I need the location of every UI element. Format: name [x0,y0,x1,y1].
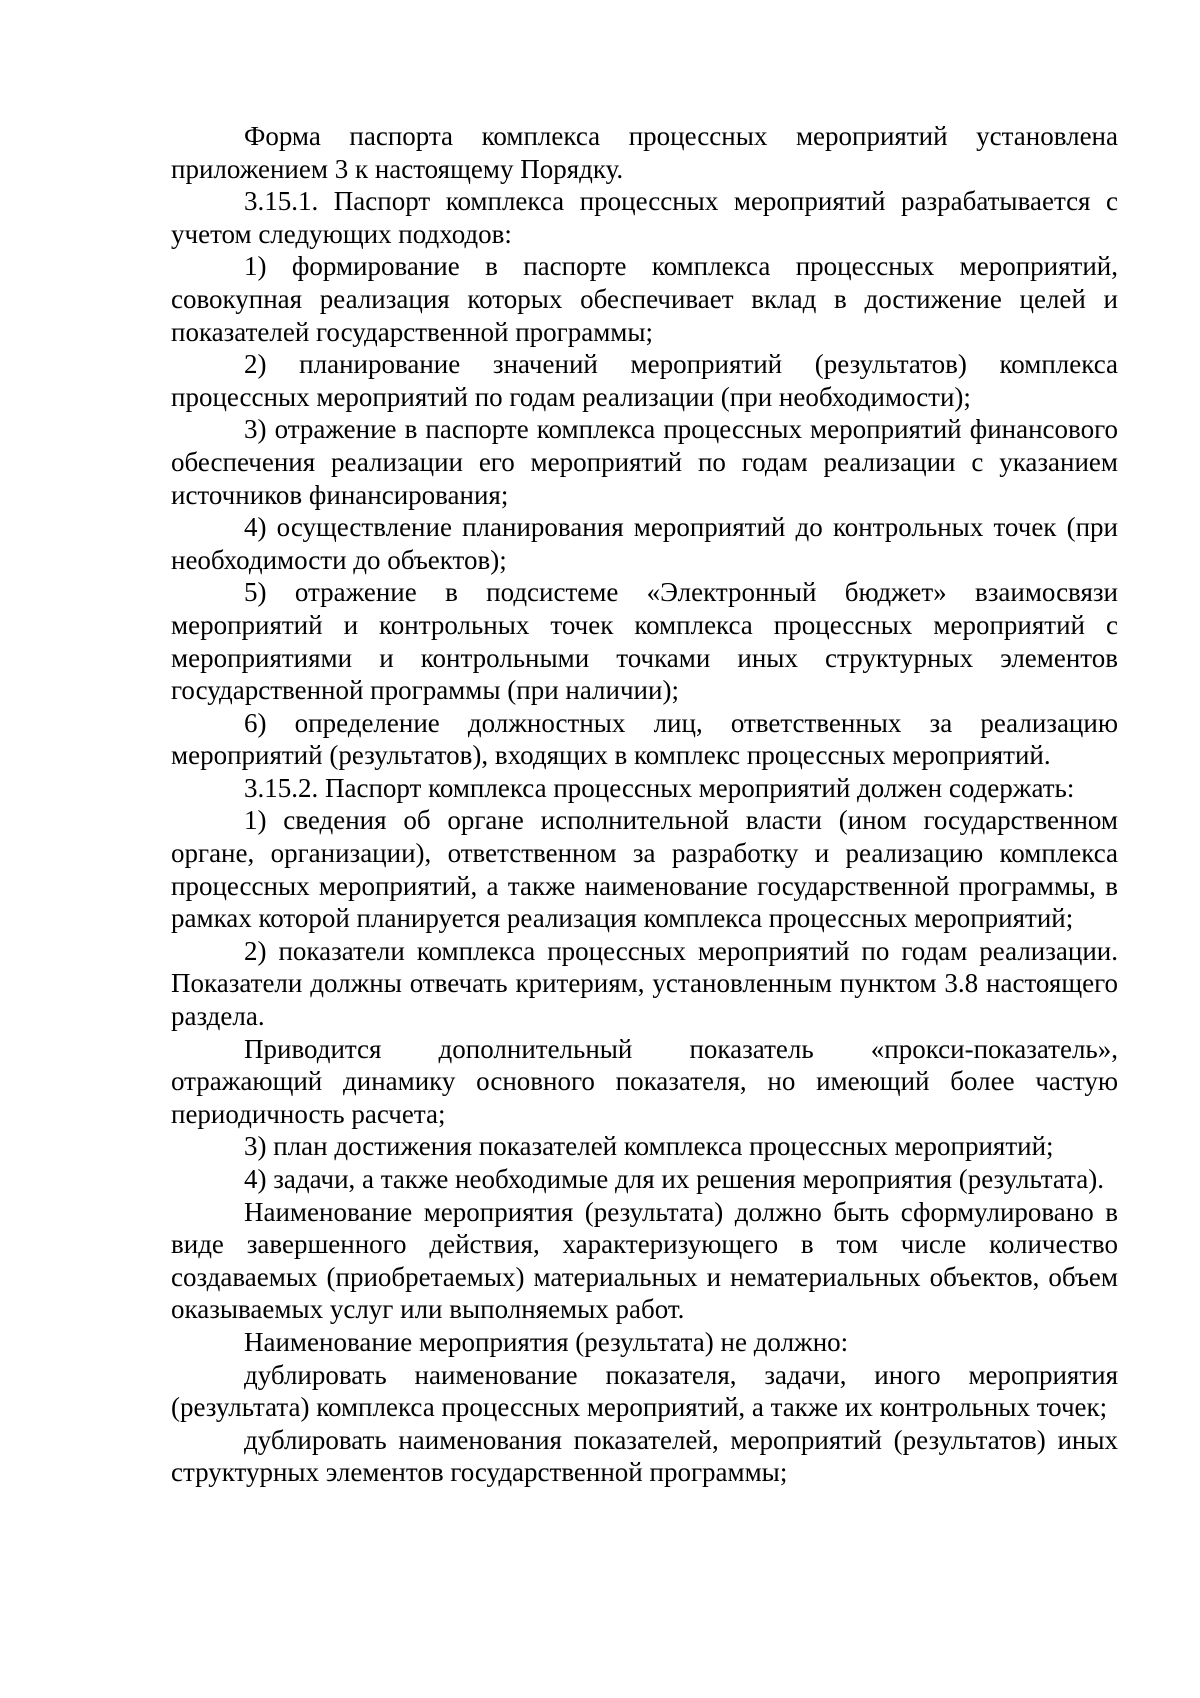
list-item: 6) определение должностных лиц, ответственных за реализацию мероприятий (результатов), входящих в комплекс процессных мероприятий. [171,707,1118,771]
list-item: 3) отражение в паспорте комплекса процессных мероприятий финансового обеспечения реализации его мероприятий по годам реализации с указанием источников финансирования; [171,414,1118,510]
paragraph-3-15-2: 3.15.2. Паспорт комплекса процессных мероприятий должен содержать: [244,772,1075,803]
list-item: 2) планирование значений мероприятий (результатов) комплекса процессных мероприятий по годам реализации (при необходимости); [171,349,1118,412]
paragraph-3-15-1: 3.15.1. Паспорт комплекса процессных мероприятий разрабатывается с учетом следующих подходов: [171,186,1118,249]
list-item: дублировать наименование показателя, задачи, иного мероприятия (результата) комплекса процессных мероприятий, а также их контрольных точек; [171,1359,1118,1423]
list-item: 2) показатели комплекса процессных мероприятий по годам реализации. Показатели должны отвечать критериям, установленным пунктом 3.8 настоящего раздела. [171,935,1118,1032]
paragraph-form-passport: Форма паспорта комплекса процессных мероприятий установлена приложением 3 к настоящему Порядку. [171,121,1118,184]
paragraph-activity-naming: Наименование мероприятия (результата) должно быть сформулировано в виде завершенного действия, характеризующего в том числе количество создаваемых (приобретаемых) материальных и нематериальных объектов, объем оказываемых услуг или выполняемых работ. [171,1196,1118,1325]
list-item: 5) отражение в подсистеме «Электронный бюджет» взаимосвязи мероприятий и контрольных точек комплекса процессных мероприятий с мероприятиями и контрольными точками иных структурных элементов государственной программы (при наличии); [171,577,1118,706]
list-item: 4) задачи, а также необходимые для их решения мероприятия (результата). [244,1164,1104,1194]
paragraph-proxy-indicator: Приводится дополнительный показатель «прокси-показатель», отражающий динамику основного показателя, но имеющий более частую периодичность расчета; [171,1033,1118,1129]
list-item: 4) осуществление планирования мероприятий до контрольных точек (при необходимости до объектов); [171,512,1118,575]
document-body [171,120,1118,1489]
paragraph-activity-restrictions: Наименование мероприятия (результата) не должно: [244,1326,849,1357]
list-item: 1) сведения об органе исполнительной власти (ином государственном органе, организации), ответственном за разработку и реализацию комплекса процессных мероприятий, а также наименование государственной программы, в рамках которой планируется реализация комплекса процессных мероприятий; [171,805,1118,934]
list-item: 3) план достижения показателей комплекса процессных мероприятий; [244,1131,1054,1162]
list-item: дублировать наименования показателей, мероприятий (результатов) иных структурных элементов государственной программы; [171,1424,1118,1488]
list-item: 1) формирование в паспорте комплекса процессных мероприятий, совокупная реализация которых обеспечивает вклад в достижение целей и показателей государственной программы; [171,251,1118,347]
